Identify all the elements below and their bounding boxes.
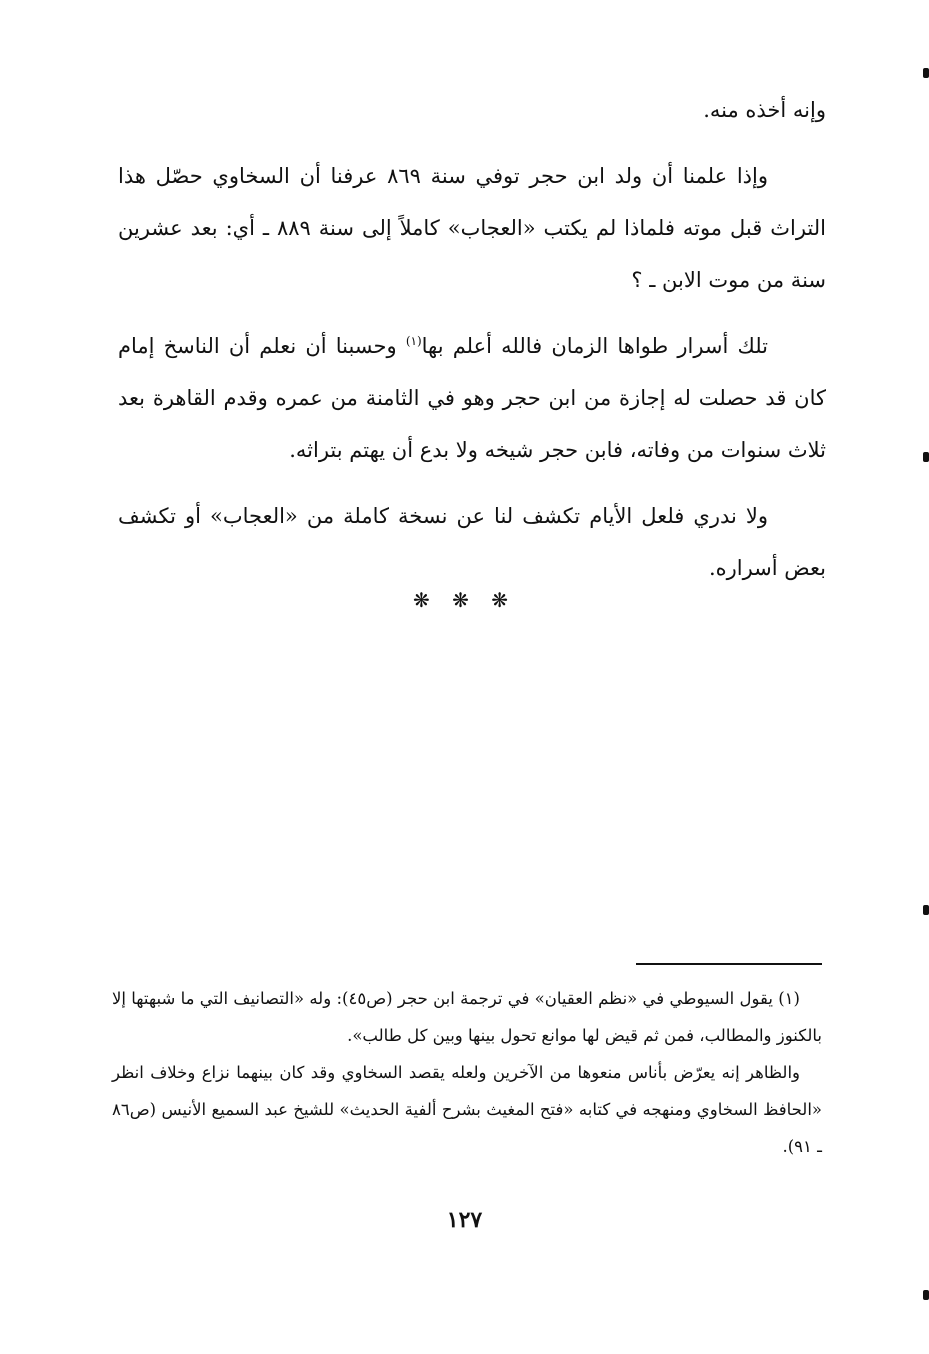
edge-mark: [923, 905, 929, 915]
edge-mark: [923, 1290, 929, 1300]
footnote-divider: [636, 963, 822, 965]
edge-mark: [923, 68, 929, 78]
footnotes: [112, 980, 822, 1165]
paragraph-sakhawi-heritage: وإذا علمنا أن ولد ابن حجر توفي سنة ٨٦٩ عرفنا أن السخاوي حصّل هذا التراث قبل موته فلماذا لم يكتب «العجاب» كاملاً إلى سنة ٨٨٩ ـ أي: بعد عشرين سنة من موت الابن ـ ؟: [118, 164, 826, 292]
paragraph-text-before-ref: تلك أسرار طواها الزمان فالله أعلم بها: [421, 334, 769, 358]
section-separator: ❋ ❋ ❋: [413, 588, 516, 612]
edge-mark: [923, 452, 929, 462]
paragraph-secrets-of-time: [118, 320, 826, 476]
footnote-continuation: والظاهر إنه يعرّض بأناس منعوها من الآخرين ولعله يقصد السخاوي وقد كان بينهما نزاع وخلاف انظر «الحافظ السخاوي ومنهجه في كتابه «فتح المغيث بشرح ألفية الحديث» للشيخ عبد السميع الأنيس (ص٨٦ ـ ٩١).: [112, 1063, 822, 1156]
paragraph-continuation: وإنه أخذه منه.: [703, 98, 826, 122]
main-text: [118, 84, 826, 594]
paragraph-complete-copy: ولا ندري فلعل الأيام تكشف لنا عن نسخة كاملة من «العجاب» أو تكشف بعض أسراره.: [118, 504, 826, 580]
page-number: ١٢٧: [446, 1207, 483, 1233]
footnote-ref[interactable]: (١): [405, 334, 422, 348]
paragraph-text-after-ref: وحسبنا أن نعلم أن الناسخ إمام كان قد حصلت له إجازة من ابن حجر وهو في الثامنة من عمره وقدم القاهرة بعد ثلاث سنوات من وفاته، فابن حجر شيخه ولا بدع أن يهتم بتراثه.: [118, 334, 826, 462]
footnote-1: (١) يقول السيوطي في «نظم العقيان» في ترجمة ابن حجر (ص٤٥): وله «التصانيف التي ما شبهتها إلا بالكنوز والمطالب، فمن ثم قيض لها موانع تحول بينها وبين كل طالب».: [112, 989, 822, 1045]
